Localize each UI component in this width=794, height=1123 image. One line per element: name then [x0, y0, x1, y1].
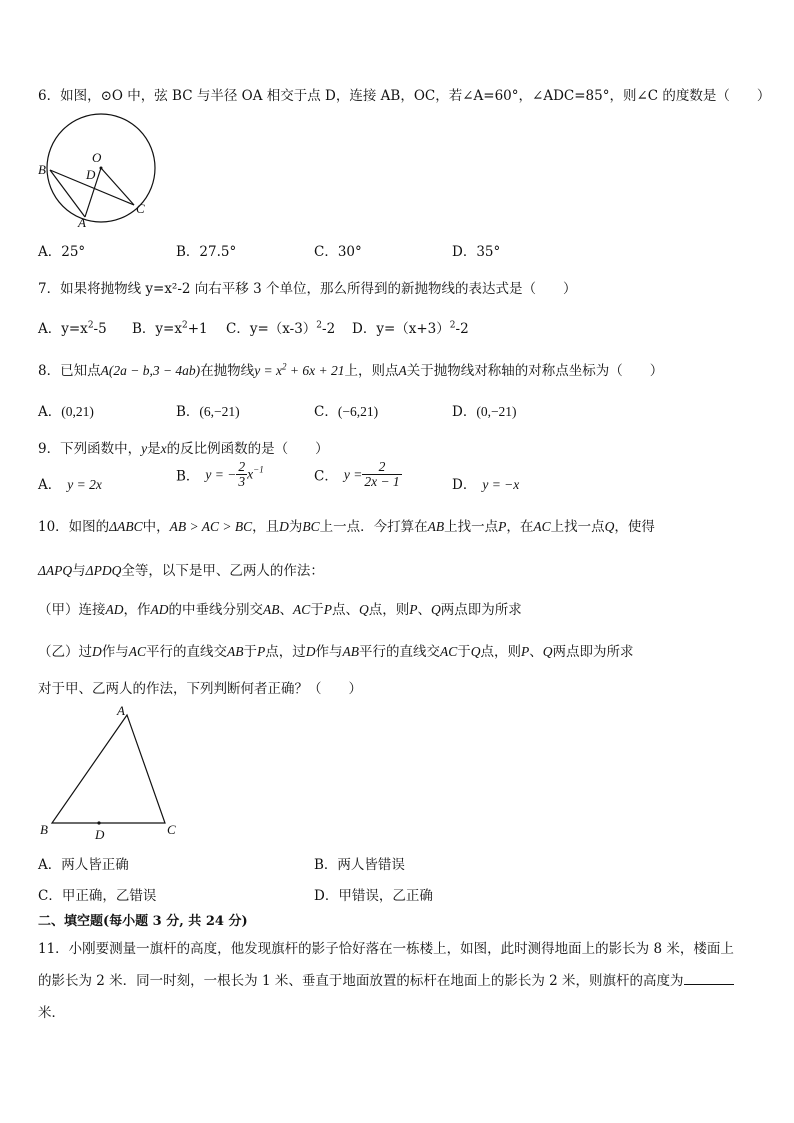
q9-option-b[interactable]: B． y = − $\frac{2}{3}$ $x^{-1}$ — [176, 459, 264, 490]
q7-option-b[interactable]: B．$y=x^2+1$ — [132, 320, 208, 337]
q7-option-c[interactable]: C．$y=(x-3)^2-2$ — [226, 320, 336, 337]
q10-line1: 10．如图的ΔABC中，AB > AC > BC，且D为BC上一点．今打算在AB上找一点P，在AC上找一点Q，使得 — [38, 519, 655, 535]
q6-segment-oc — [101, 168, 134, 205]
q10-triangle — [52, 715, 165, 823]
q8-option-c[interactable]: C．(−6,21) — [314, 404, 379, 420]
q11-line2: 的影长为 2 米．同一时刻，一根长为 1 米、垂直于地面放置的标杆在地面上的影长为 2 米，则旗杆的高度为 — [38, 969, 734, 989]
q10-option-d[interactable]: D．甲错误，乙正确 — [314, 888, 433, 904]
q10-question: 对于甲、乙两人的作法，下列判断何者正确？（ ） — [38, 681, 362, 697]
q10-figure — [34, 700, 184, 845]
q6-label-d: D — [86, 167, 96, 182]
q6-option-c[interactable]: C．30° — [314, 244, 362, 260]
q10-option-c[interactable]: C．甲正确，乙错误 — [38, 888, 157, 904]
q7-option-a[interactable]: A．$y=x^2-5$ — [38, 320, 107, 337]
q6-stem: 6．如图，⊙O 中，弦 BC 与半径 OA 相交于点 D，连接 AB，OC，若∠A=60°，∠ADC=85°，则∠C 的度数是（ ） — [38, 88, 771, 104]
q10-method-yi: （乙）过D作与AC平行的直线交AB于P点，过D作与AB平行的直线交AC于Q点，则P、Q两点即为所求 — [38, 644, 634, 660]
q6-option-d[interactable]: D．35° — [452, 244, 501, 260]
q10-label-b: B — [40, 822, 48, 837]
q10-method-jia: （甲）连接AD，作AD的中垂线分别交AB、AC于P点、Q点，则P、Q两点即为所求 — [38, 602, 522, 618]
q11-line3: 米． — [38, 1005, 65, 1021]
q6-label-c: C — [136, 201, 145, 216]
q9-option-c[interactable]: C． y = $\frac{2}{2x - 1}$ — [314, 459, 400, 490]
q11-answer-blank[interactable] — [684, 972, 734, 985]
q9-option-d[interactable]: D． y = −x — [452, 477, 520, 493]
q8-stem: 8．已知点A(2a − b,3 − 4ab)在抛物线$y = x^2 + 6x + 21$上，则点A关于抛物线对称轴的对称点坐标为（ ） — [38, 361, 664, 379]
q8-option-a[interactable]: A．(0,21) — [38, 404, 94, 420]
q6-label-b: B — [38, 162, 46, 177]
q10-option-b[interactable]: B．两人皆错误 — [314, 857, 405, 873]
q6-option-a[interactable]: A．25° — [38, 244, 86, 260]
q6-option-b[interactable]: B．27.5° — [176, 244, 237, 260]
q6-center-dot — [100, 167, 103, 170]
q10-label-c: C — [167, 822, 176, 837]
q10-option-a[interactable]: A．两人皆正确 — [38, 857, 129, 873]
q10-point-d — [97, 821, 100, 824]
q8-option-b[interactable]: B．(6,−21) — [176, 404, 240, 420]
q8-option-d[interactable]: D．(0,−21) — [452, 404, 517, 420]
q6-label-a: A — [78, 215, 86, 230]
q6-figure — [30, 104, 162, 230]
q7-option-d[interactable]: D．$y=(x+3)^2-2$ — [352, 320, 469, 337]
q11-line1: 11．小刚要测量一旗杆的高度，他发现旗杆的影子恰好落在一栋楼上，如图，此时测得地面上的影长为 8 米，楼面上 — [38, 941, 734, 957]
q6-label-o: O — [92, 150, 102, 165]
section-title-fill-blank: 二、填空题(每小题 3 分, 共 24 分) — [38, 914, 248, 929]
q9-option-a[interactable]: A． y = 2x — [38, 477, 102, 493]
q7-stem: 7．如果将抛物线 y=x²-2 向右平移 3 个单位，那么所得到的新抛物线的表达式是（ ） — [38, 281, 577, 297]
q10-line2: ΔAPQ与ΔPDQ全等，以下是甲、乙两人的作法： — [38, 563, 324, 579]
q9-stem: 9．下列函数中，y是x的反比例函数的是（ ） — [38, 441, 329, 457]
q10-label-a: A — [117, 703, 125, 718]
q10-label-d: D — [95, 827, 105, 842]
